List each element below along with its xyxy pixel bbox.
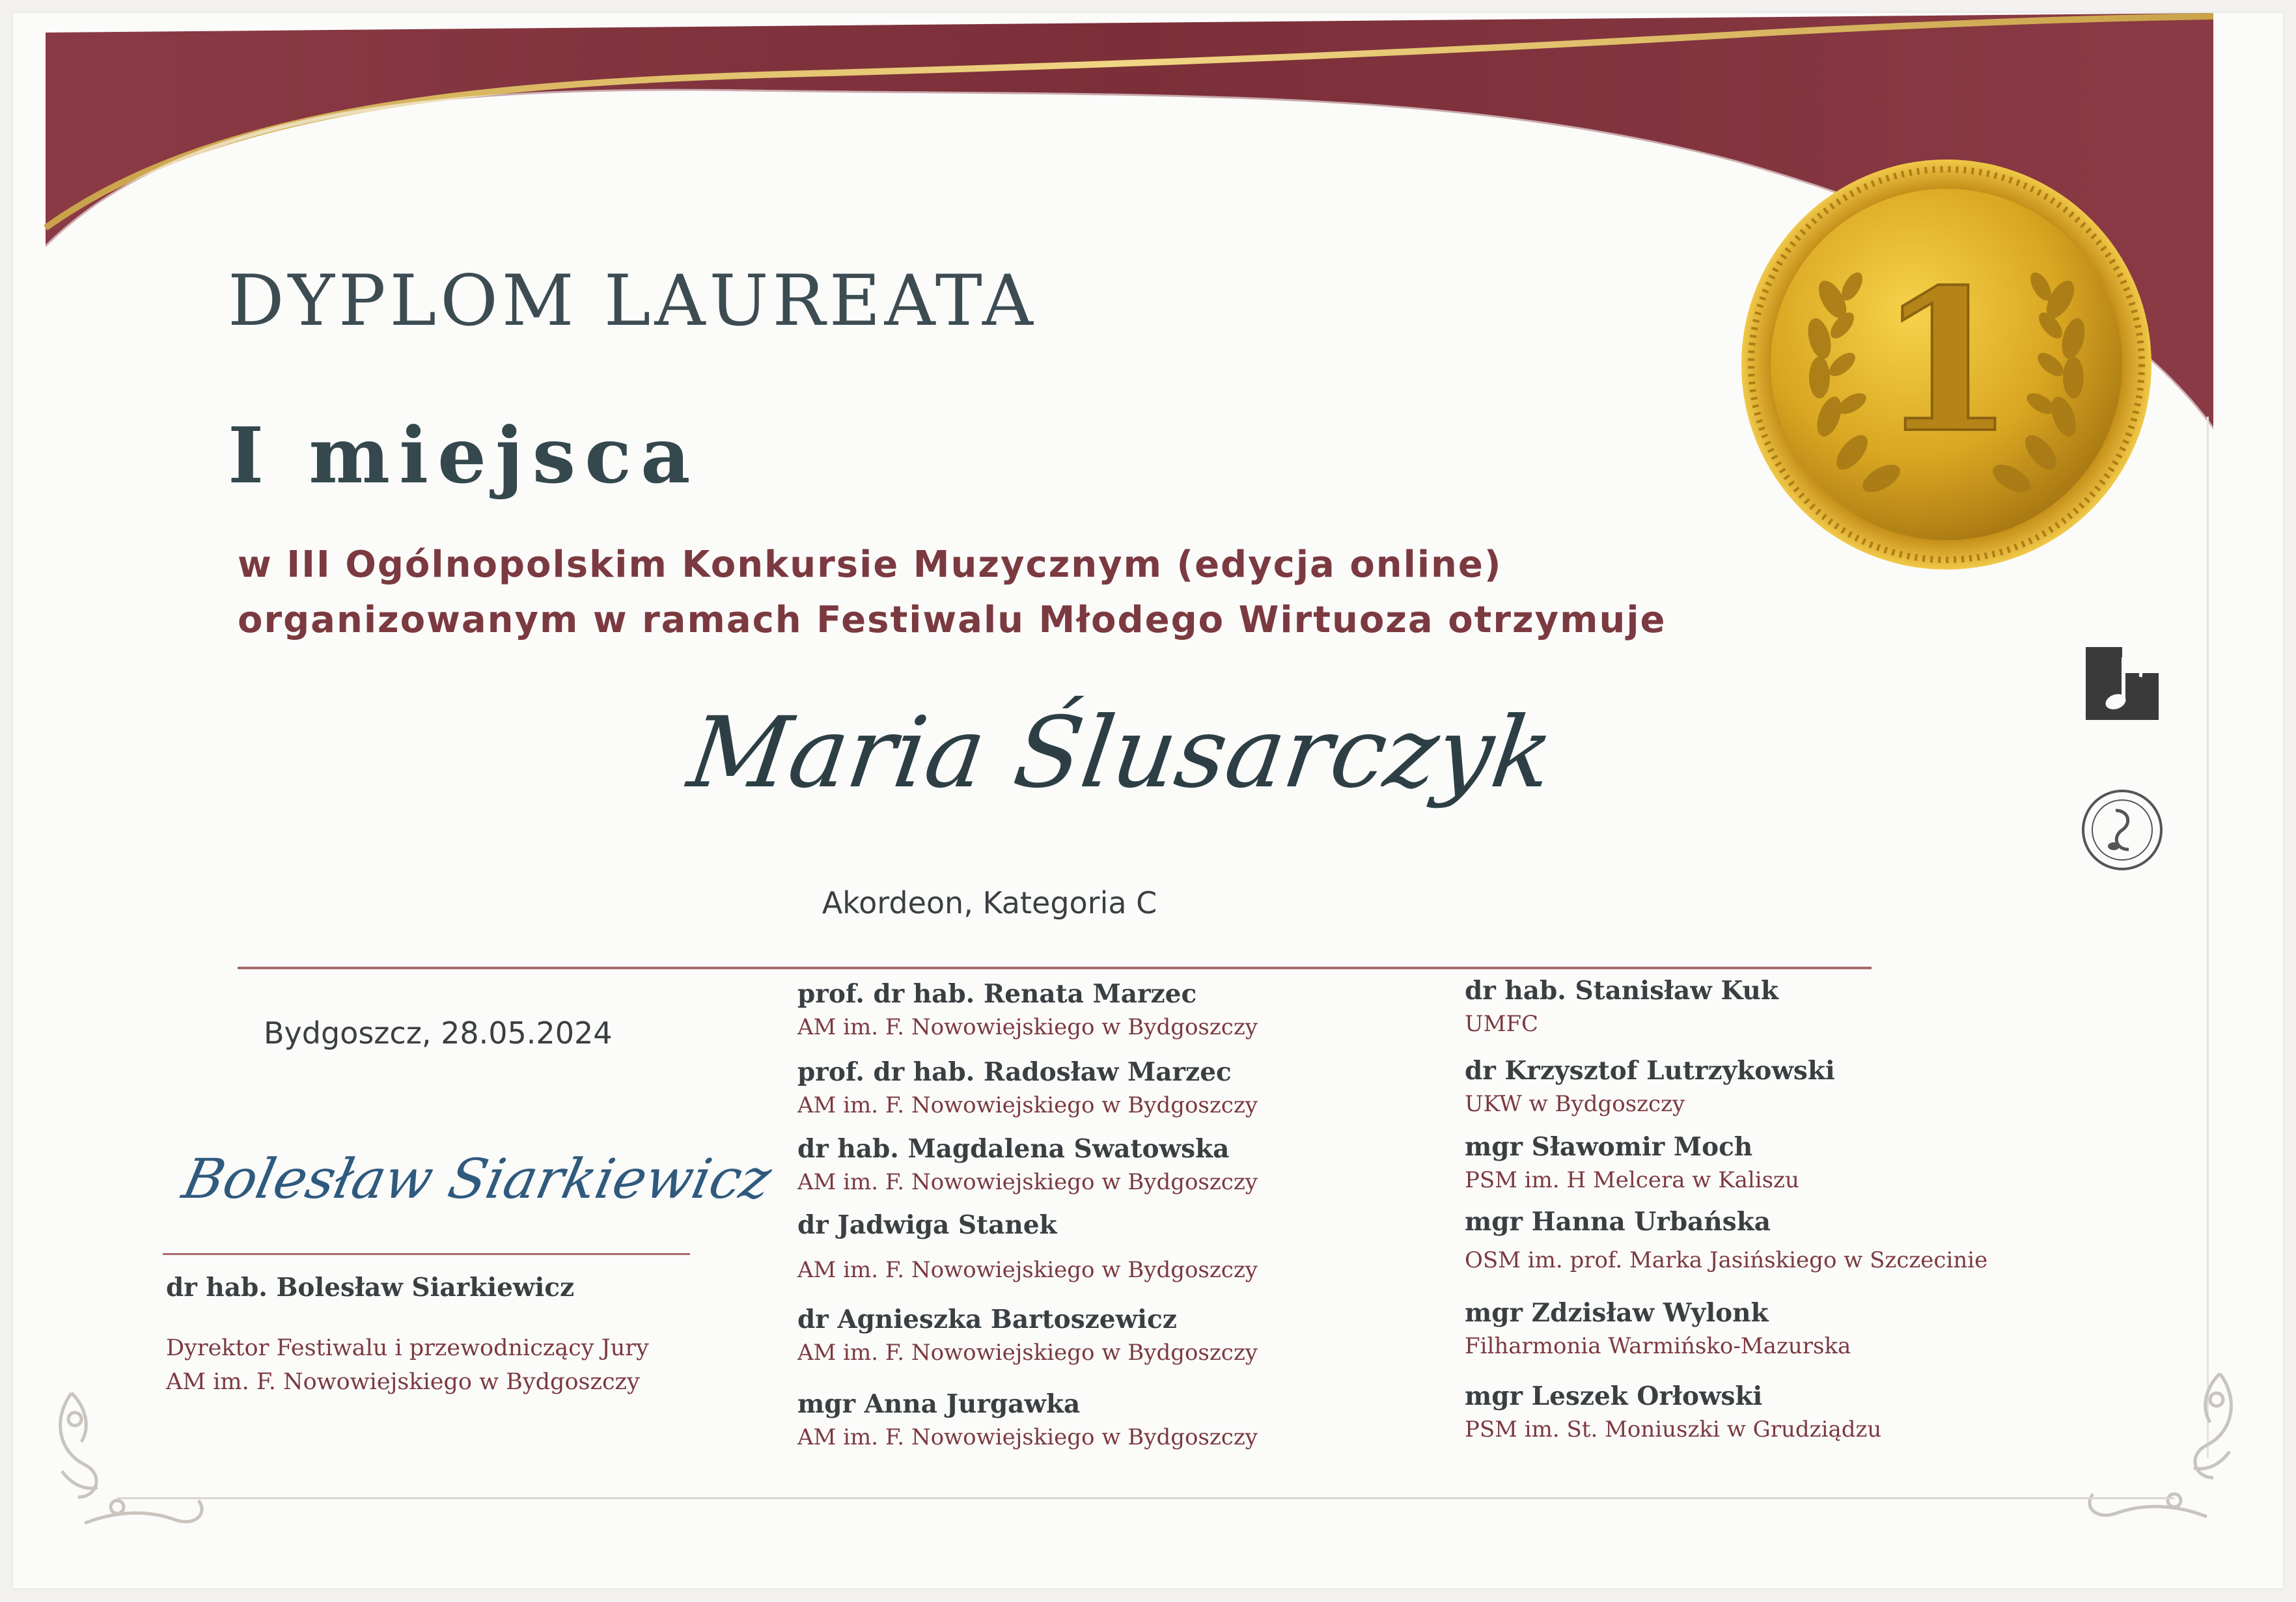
director-signature <box>177 1126 777 1230</box>
jury-member-institution: Filharmonia Warmińsko-Mazurska <box>1465 1333 1851 1359</box>
diploma-title: DYPLOM LAUREATA <box>228 260 1037 342</box>
jury-member-name: dr Jadwiga Stanek <box>797 1210 1057 1240</box>
diploma-sheet <box>13 13 2283 1588</box>
jury-member-institution: AM im. F. Nowowiejskiego w Bydgoszczy <box>797 1340 1258 1366</box>
jury-member-institution: PSM im. St. Moniuszki w Grudziądzu <box>1465 1416 1882 1443</box>
festival-round-logo-icon <box>2080 788 2165 872</box>
jury-member <box>1465 1204 1987 1276</box>
jury-member-institution: PSM im. H Melcera w Kaliszu <box>1465 1167 1799 1193</box>
recipient-name: Maria Ślusarczyk <box>682 697 1560 810</box>
jury-member-name: prof. dr hab. Radosław Marzec <box>797 1057 1232 1087</box>
competition-line-1: w III Ogólnopolskim Konkursie Muzycznym (edycja online) <box>238 544 1502 586</box>
director-role-line-1: Dyrektor Festiwalu i przewodniczący Jury <box>166 1335 649 1361</box>
section-divider <box>238 967 1872 969</box>
jury-member <box>797 1131 1258 1198</box>
jury-member <box>1465 1379 1881 1445</box>
director-role-line-2: AM im. F. Nowowiejskiego w Bydgoszczy <box>166 1369 640 1395</box>
jury-member <box>797 1387 1258 1453</box>
category-label: Akordeon, Kategoria C <box>822 885 1157 920</box>
right-border-line <box>2207 417 2209 1458</box>
signature-line <box>163 1253 690 1255</box>
director-role <box>166 1331 649 1399</box>
gold-medal-laurel-icon <box>1732 150 2161 579</box>
jury-member <box>1465 1295 1851 1362</box>
jury-member <box>797 1208 1258 1286</box>
jury-member <box>1465 1129 1799 1196</box>
award-place: I miejsca <box>228 410 700 501</box>
jury-member-institution: AM im. F. Nowowiejskiego w Bydgoszczy <box>797 1257 1258 1283</box>
jury-member-name: dr hab. Stanisław Kuk <box>1465 976 1778 1006</box>
jury-member-institution: UMFC <box>1465 1011 1539 1037</box>
jury-member-name: mgr Leszek Orłowski <box>1465 1381 1763 1411</box>
jury-member-name: mgr Hanna Urbańska <box>1465 1207 1771 1237</box>
jury-member-institution: AM im. F. Nowowiejskiego w Bydgoszczy <box>797 1092 1258 1118</box>
flourish-ornament-icon <box>2077 1360 2246 1530</box>
jury-member-name: prof. dr hab. Renata Marzec <box>797 979 1197 1009</box>
jury-member <box>1465 1053 1835 1120</box>
bottom-border-line <box>117 1497 2174 1499</box>
flourish-ornament-icon <box>46 1380 215 1536</box>
jury-member-name: mgr Anna Jurgawka <box>797 1389 1081 1419</box>
jury-member-institution: AM im. F. Nowowiejskiego w Bydgoszczy <box>797 1424 1258 1450</box>
medal-number: 1 <box>1878 246 2015 476</box>
jury-member <box>797 1055 1258 1121</box>
jury-member <box>1465 973 1778 1040</box>
competition-line-2: organizowanym w ramach Festiwalu Młodego Wirtuoza otrzymuje <box>238 599 1667 641</box>
director-name: dr hab. Bolesław Siarkiewicz <box>166 1273 575 1303</box>
jury-member <box>797 976 1258 1043</box>
svg-text:Bolesław Siarkiewicz: Bolesław Siarkiewicz <box>177 1147 777 1211</box>
jury-member-institution: AM im. F. Nowowiejskiego w Bydgoszczy <box>797 1169 1258 1195</box>
place-date: Bydgoszcz, 28.05.2024 <box>264 1015 613 1051</box>
jury-member-institution: UKW w Bydgoszczy <box>1465 1091 1685 1117</box>
jury-member-name: mgr Zdzisław Wylonk <box>1465 1298 1769 1328</box>
jury-member-name: mgr Sławomir Moch <box>1465 1132 1753 1162</box>
jury-member-name: dr hab. Magdalena Swatowska <box>797 1134 1230 1164</box>
jury-member <box>797 1302 1258 1368</box>
jury-member-institution: AM im. F. Nowowiejskiego w Bydgoszczy <box>797 1014 1258 1040</box>
jury-member-name: dr Agnieszka Bartoszewicz <box>797 1305 1177 1334</box>
jury-member-name: dr Krzysztof Lutrzykowski <box>1465 1056 1835 1086</box>
jury-member-institution: OSM im. prof. Marka Jasińskiego w Szczecinie <box>1465 1247 1988 1273</box>
music-note-logo-icon <box>2083 644 2161 723</box>
